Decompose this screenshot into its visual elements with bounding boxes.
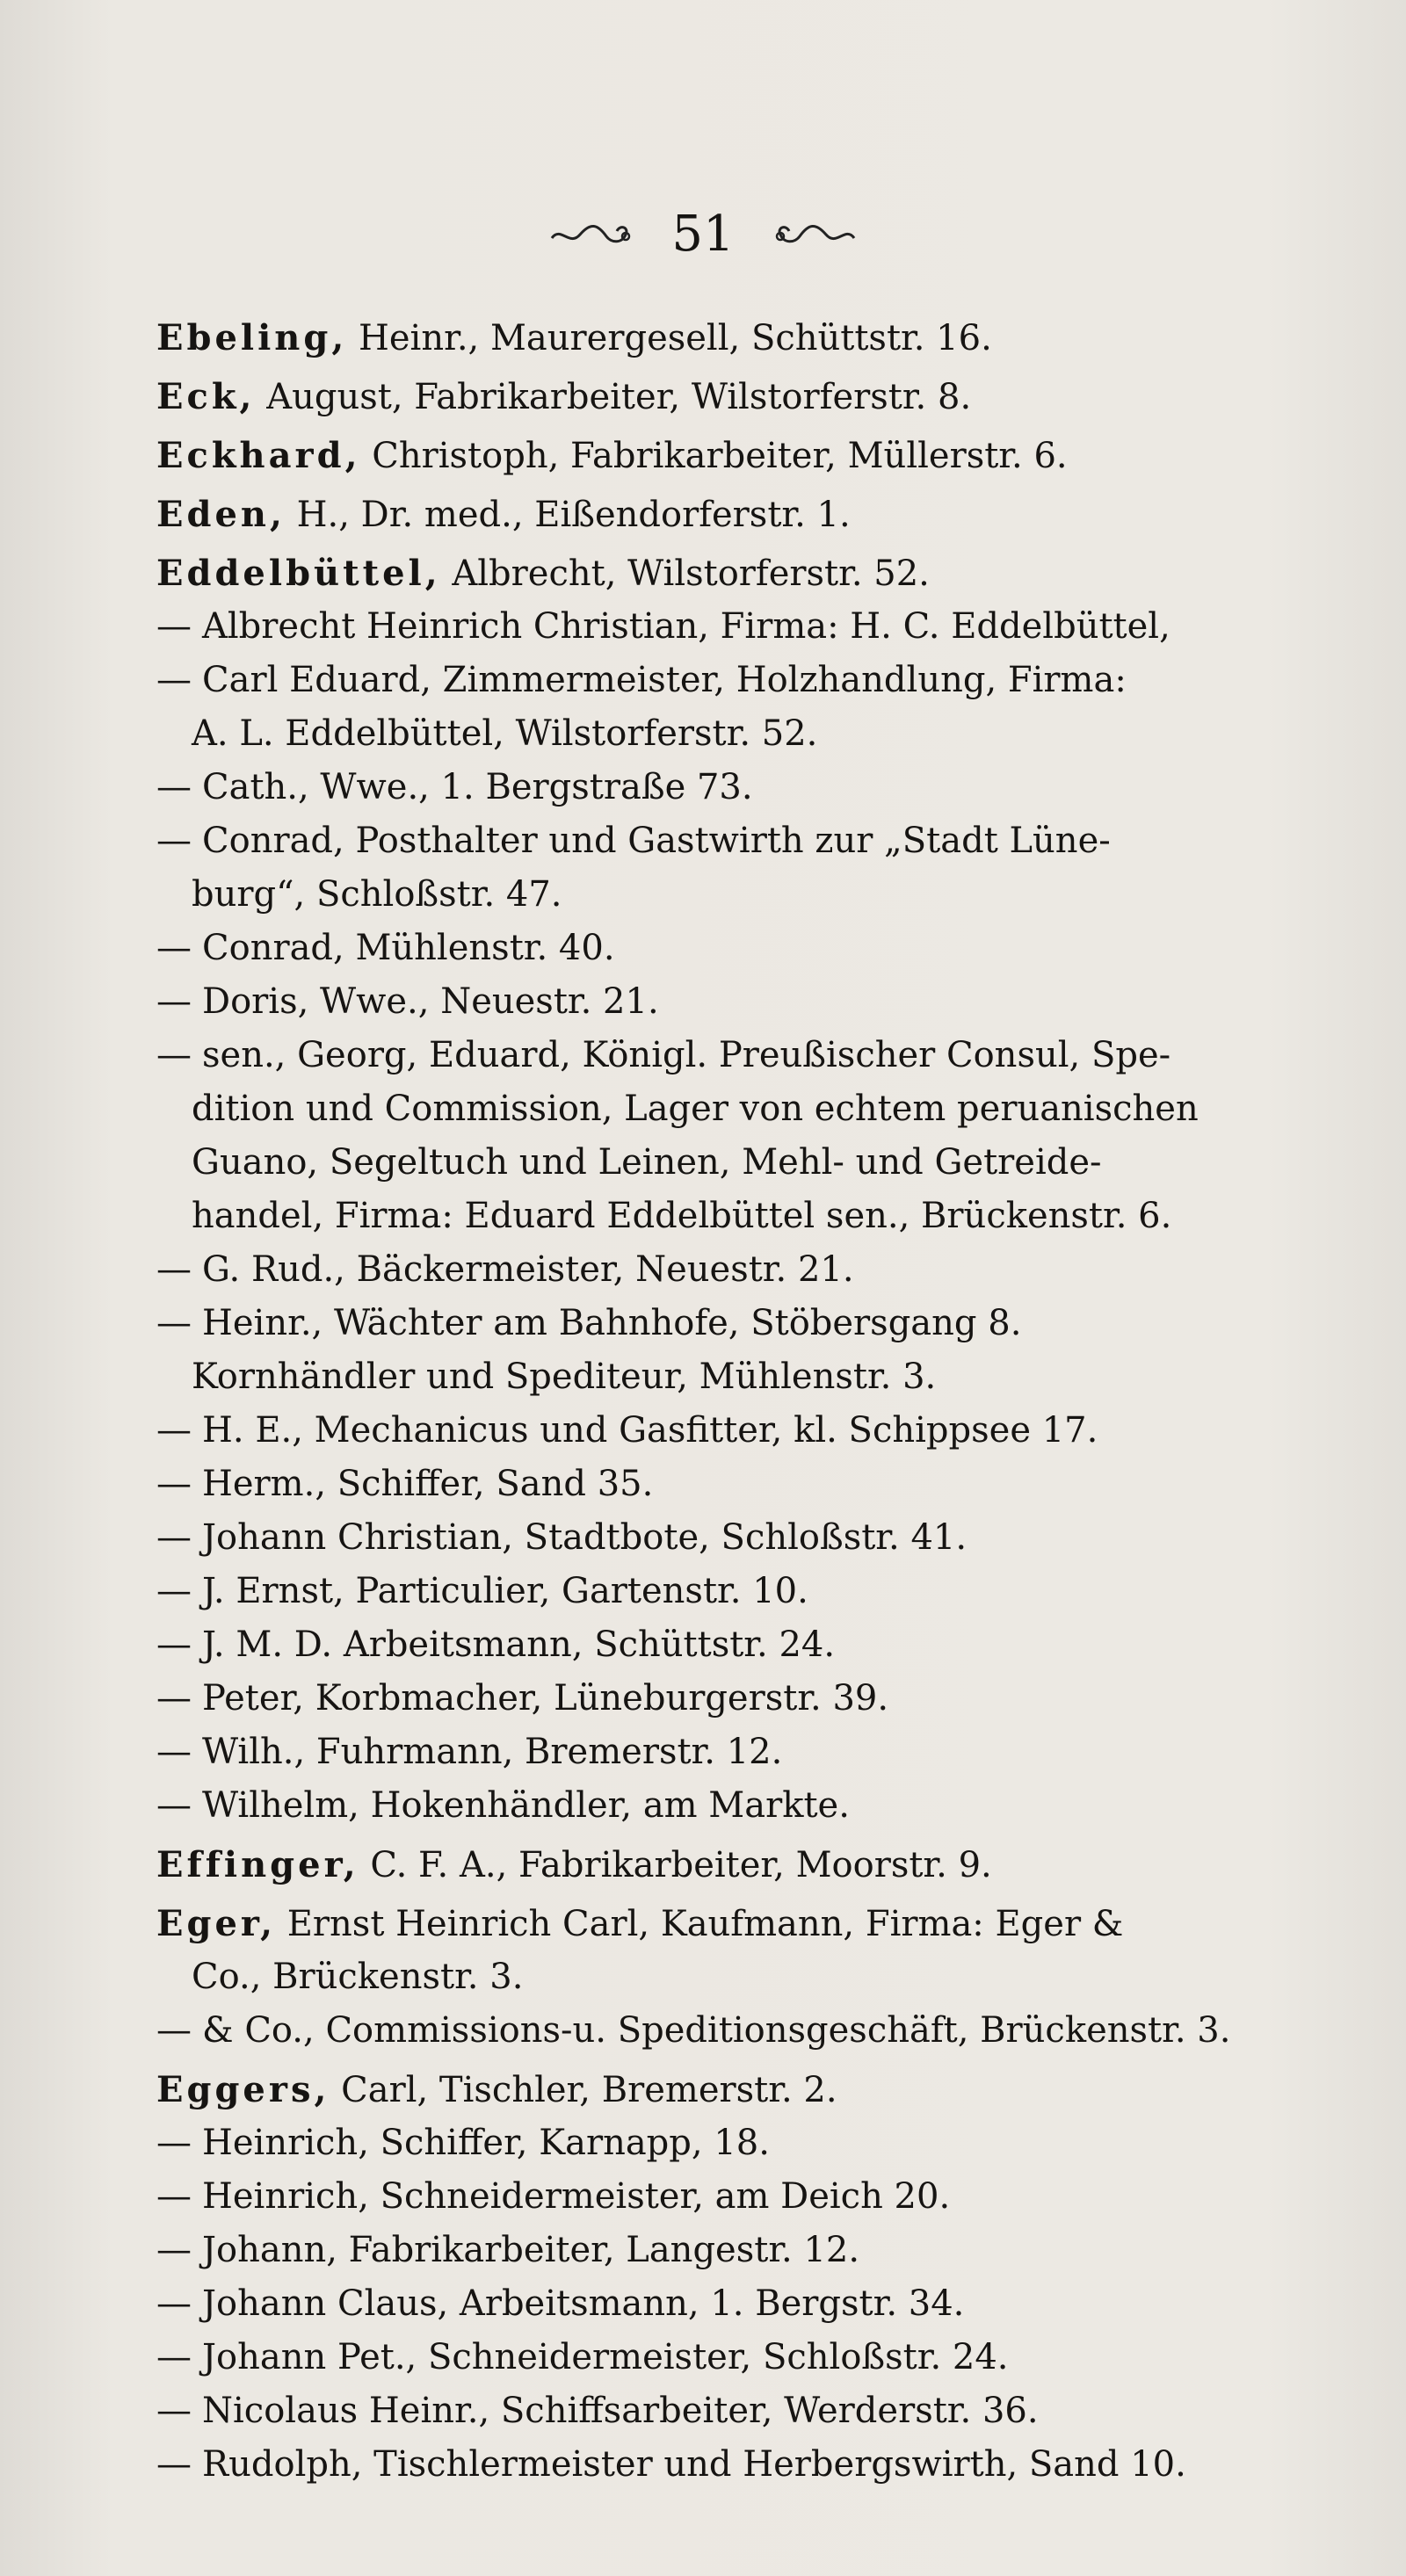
ditto-dash: — (156, 2283, 192, 2324)
ditto-dash: — (156, 2337, 192, 2377)
entry-line (156, 2277, 1277, 2331)
ditto-dash: — (156, 1035, 192, 1075)
entry-text: J. Ernst, Particulier, Gartenstr. 10. (202, 1571, 808, 1611)
entry-surname: Ebeling, (156, 317, 348, 358)
entry-text: Heinrich, Schneidermeister, am Deich 20. (202, 2176, 951, 2217)
directory-entry (156, 2224, 1277, 2277)
directory-entry (156, 2277, 1277, 2331)
directory-entry (156, 1672, 1277, 1726)
entry-text: Doris, Wwe., Neuestr. 21. (202, 981, 659, 1022)
entry-text: Johann, Fabrikarbeiter, Langestr. 12. (202, 2230, 860, 2270)
directory-entry (156, 311, 1277, 365)
entry-line (156, 1618, 1277, 1672)
entry-surname: Eddelbüttel, (156, 553, 441, 594)
entry-text: Christoph, Fabrikarbeiter, Müllerstr. 6. (360, 436, 1068, 476)
entry-text: Heinr., Wächter am Bahnhofe, Stöbersgang 8. (202, 1303, 1022, 1343)
entry-text: Heinr., Maurergesell, Schüttstr. 16. (347, 318, 992, 358)
entry-line (156, 1190, 1277, 1243)
entry-line (156, 814, 1277, 868)
entry-text: Johann Pet., Schneidermeister, Schloßstr. 24. (202, 2337, 1009, 2377)
directory-entry (156, 814, 1277, 922)
ditto-dash: — (156, 660, 192, 700)
ditto-dash: — (156, 981, 192, 1022)
ditto-dash: — (156, 928, 192, 968)
entry-line (156, 2117, 1277, 2170)
ditto-dash: — (156, 821, 192, 861)
entry-surname: Eggers, (156, 2069, 330, 2110)
entry-text: A. L. Eddelbüttel, Wilstorferstr. 52. (192, 713, 818, 754)
entry-line (156, 707, 1277, 761)
entry-text: Kornhändler und Spediteur, Mühlenstr. 3. (192, 1357, 937, 1397)
directory-entry (156, 2384, 1277, 2438)
ditto-dash: — (156, 2391, 192, 2431)
ditto-dash: — (156, 2176, 192, 2217)
ditto-dash: — (156, 1517, 192, 1558)
entry-text: Carl, Tischler, Bremerstr. 2. (330, 2070, 837, 2110)
entry-text: Heinrich, Schiffer, Karnapp, 18. (202, 2123, 770, 2163)
entry-line (156, 429, 1277, 482)
entry-line (156, 1082, 1277, 1136)
directory-entry (156, 370, 1277, 423)
entry-line (156, 546, 1277, 600)
directory-entry (156, 429, 1277, 482)
ditto-dash: — (156, 1464, 192, 1504)
entry-line (156, 488, 1277, 541)
entry-line (156, 370, 1277, 423)
entry-surname: Eckhard, (156, 435, 361, 476)
entry-line (156, 1897, 1277, 1950)
directory-entry (156, 2170, 1277, 2224)
directory-entry (156, 488, 1277, 541)
directory-entry (156, 1726, 1277, 1779)
entry-text: Guano, Segeltuch und Leinen, Mehl- und Getreide- (192, 1142, 1102, 1183)
entry-line (156, 2063, 1277, 2117)
entry-line (156, 2438, 1277, 2492)
entry-text: burg“, Schloßstr. 47. (192, 874, 562, 915)
ditto-dash: — (156, 2123, 192, 2163)
entry-line (156, 1726, 1277, 1779)
directory-entry (156, 1618, 1277, 1672)
ditto-dash: — (156, 1410, 192, 1451)
entry-text: Albrecht Heinrich Christian, Firma: H. C. Eddelbüttel, (202, 606, 1170, 647)
directory-entry (156, 654, 1277, 761)
entry-line (156, 1779, 1277, 1833)
directory-entry (156, 1511, 1277, 1565)
entry-text: J. M. D. Arbeitsmann, Schüttstr. 24. (202, 1624, 836, 1665)
entry-text: H. E., Mechanicus und Gasfitter, kl. Schippsee 17. (202, 1410, 1098, 1451)
ditto-dash: — (156, 1678, 192, 1719)
entry-text: Wilhelm, Hokenhändler, am Markte. (202, 1785, 850, 1826)
ditto-dash: — (156, 1571, 192, 1611)
ditto-dash: — (156, 2010, 192, 2051)
entry-text: August, Fabrikarbeiter, Wilstorferstr. 8. (255, 377, 972, 417)
entry-text: & Co., Commissions-u. Speditionsgeschäft, Brückenstr. 3. (202, 2010, 1231, 2051)
entry-line (156, 600, 1277, 654)
directory-entry (156, 1297, 1277, 1404)
entry-line (156, 1838, 1277, 1892)
entry-line (156, 2384, 1277, 2438)
entry-line (156, 922, 1277, 975)
entry-line (156, 1243, 1277, 1297)
ditto-dash: — (156, 1624, 192, 1665)
entry-text: Cath., Wwe., 1. Bergstraße 73. (202, 767, 753, 807)
ditto-dash: — (156, 767, 192, 807)
directory-entries (156, 306, 1277, 2492)
entry-line (156, 2224, 1277, 2277)
ditto-dash: — (156, 1303, 192, 1343)
directory-entry (156, 600, 1277, 654)
entry-line (156, 1672, 1277, 1726)
directory-entry (156, 922, 1277, 975)
entry-surname: Eden, (156, 494, 286, 535)
entry-text: C. F. A., Fabrikarbeiter, Moorstr. 9. (359, 1845, 992, 1885)
directory-entry (156, 2004, 1277, 2058)
entry-text: H., Dr. med., Eißendorferstr. 1. (285, 495, 851, 535)
entry-text: Ernst Heinrich Carl, Kaufmann, Firma: Eger & (276, 1904, 1124, 1944)
entry-text: Nicolaus Heinr., Schiffsarbeiter, Werderstr. 36. (202, 2391, 1039, 2431)
entry-surname: Effinger, (156, 1844, 359, 1885)
directory-entry (156, 2117, 1277, 2170)
ditto-dash: — (156, 606, 192, 647)
entry-text: Co., Brückenstr. 3. (192, 1957, 524, 1997)
entry-text: Wilh., Fuhrmann, Bremerstr. 12. (202, 1732, 783, 1772)
entry-line (156, 311, 1277, 365)
entry-line (156, 761, 1277, 814)
ditto-dash: — (156, 1732, 192, 1772)
entry-line (156, 1350, 1277, 1404)
entry-text: sen., Georg, Eduard, Königl. Preußischer Consul, Spe- (202, 1035, 1171, 1075)
entry-text: Herm., Schiffer, Sand 35. (202, 1464, 654, 1504)
directory-entry (156, 1838, 1277, 1892)
entry-line (156, 1511, 1277, 1565)
directory-entry (156, 975, 1277, 1029)
ditto-dash: — (156, 1249, 192, 1290)
entry-line (156, 1297, 1277, 1350)
directory-entry (156, 1458, 1277, 1511)
entry-line (156, 1565, 1277, 1618)
directory-entry (156, 1779, 1277, 1833)
entry-line (156, 1029, 1277, 1082)
entry-text: Johann Claus, Arbeitsmann, 1. Bergstr. 34. (202, 2283, 965, 2324)
entry-text: dition und Commission, Lager von echtem peruanischen (192, 1089, 1199, 1129)
directory-entry (156, 2331, 1277, 2384)
ditto-dash: — (156, 2444, 192, 2485)
entry-line (156, 1404, 1277, 1458)
directory-entry (156, 761, 1277, 814)
entry-text: Johann Christian, Stadtbote, Schloßstr. 41. (202, 1517, 968, 1558)
entry-line (156, 975, 1277, 1029)
directory-entry (156, 1243, 1277, 1297)
ornament-right-icon (773, 217, 858, 252)
entry-surname: Eger, (156, 1903, 276, 1944)
entry-line (156, 1458, 1277, 1511)
ornament-left-icon (548, 217, 633, 252)
ditto-dash: — (156, 2230, 192, 2270)
entry-line (156, 1136, 1277, 1190)
ditto-dash: — (156, 1785, 192, 1826)
entry-line (156, 868, 1277, 922)
entry-surname: Eck, (156, 376, 256, 417)
directory-entry (156, 1897, 1277, 2004)
page-header (0, 195, 1406, 274)
directory-entry (156, 1404, 1277, 1458)
entry-line (156, 654, 1277, 707)
entry-text: Conrad, Posthalter und Gastwirth zur „Stadt Lüne- (202, 821, 1111, 861)
entry-text: Carl Eduard, Zimmermeister, Holzhandlung, Firma: (202, 660, 1127, 700)
entry-text: Albrecht, Wilstorferstr. 52. (440, 554, 930, 594)
entry-text: Conrad, Mühlenstr. 40. (202, 928, 615, 968)
entry-text: handel, Firma: Eduard Eddelbüttel sen., Brückenstr. 6. (192, 1196, 1172, 1236)
directory-entry (156, 546, 1277, 600)
directory-entry (156, 1029, 1277, 1243)
entry-line (156, 2331, 1277, 2384)
entry-line (156, 2170, 1277, 2224)
entry-text: G. Rud., Bäckermeister, Neuestr. 21. (202, 1249, 854, 1290)
directory-entry (156, 2438, 1277, 2492)
page-number: 51 (671, 206, 735, 263)
entry-line (156, 2004, 1277, 2058)
directory-entry (156, 1565, 1277, 1618)
entry-line (156, 1950, 1277, 2004)
directory-entry (156, 2063, 1277, 2117)
entry-text: Peter, Korbmacher, Lüneburgerstr. 39. (202, 1678, 889, 1719)
entry-text: Rudolph, Tischlermeister und Herbergswirth, Sand 10. (202, 2444, 1186, 2485)
